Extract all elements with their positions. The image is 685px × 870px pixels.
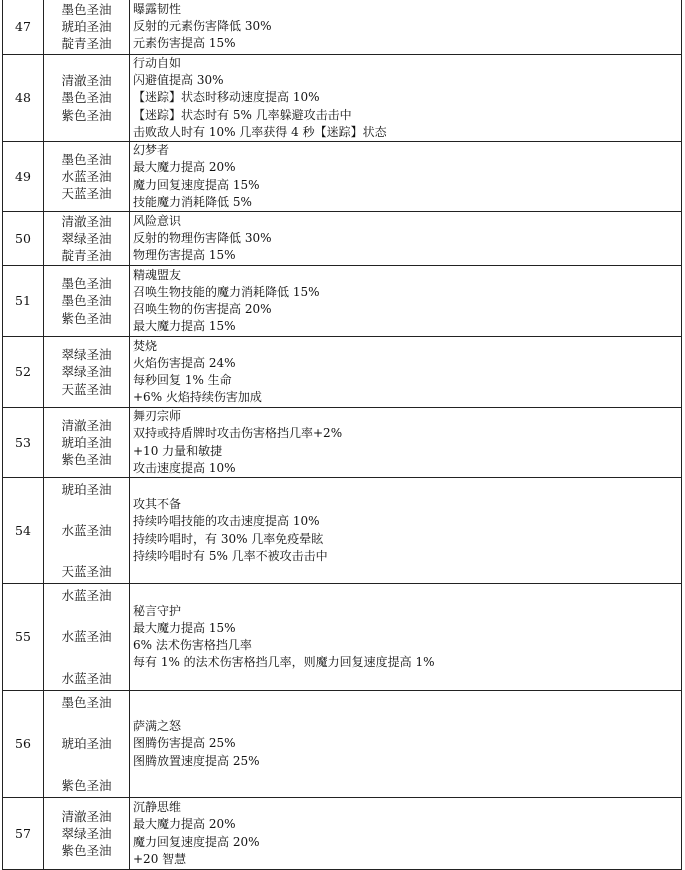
effect-line: +10 力量和敏捷 xyxy=(133,443,223,458)
effect-line: 【迷踪】状态时有 5% 几率躲避攻击击中 xyxy=(133,107,352,122)
anoint-table-body xyxy=(3,0,682,870)
oil-name: 墨色圣油 xyxy=(61,151,112,167)
effect-line: 最大魔力提高 15% xyxy=(133,620,236,635)
oil-combination xyxy=(44,212,130,266)
notable-description xyxy=(130,55,682,142)
effect-line: 技能魔力消耗降低 5% xyxy=(133,194,252,209)
row-number: 54 xyxy=(3,478,44,584)
notable-description xyxy=(130,142,682,212)
oil-name: 紫色圣油 xyxy=(61,843,112,859)
oil-name: 紫色圣油 xyxy=(61,778,112,794)
oil-name: 翠绿圣油 xyxy=(61,347,112,363)
oil-combination xyxy=(44,337,130,408)
effect-line: 反射的元素伤害降低 30% xyxy=(133,18,272,33)
notable-description xyxy=(130,0,682,55)
notable-description xyxy=(130,408,682,478)
oil-combination xyxy=(44,0,130,55)
effect-line: 双持或持盾牌时攻击伤害格挡几率+2% xyxy=(133,426,343,441)
oil-name: 紫色圣油 xyxy=(61,452,112,468)
oil-name: 翠绿圣油 xyxy=(61,825,112,841)
oil-name: 墨色圣油 xyxy=(61,90,112,106)
notable-name: 焚烧 xyxy=(133,338,158,353)
notable-name: 曝露韧性 xyxy=(133,1,182,16)
table-row xyxy=(3,691,682,798)
row-number: 52 xyxy=(3,337,44,408)
effect-line: 每有 1% 的法术伤害格挡几率，则魔力回复速度提高 1% xyxy=(133,655,435,670)
table-row xyxy=(3,0,682,55)
row-number: 56 xyxy=(3,691,44,798)
effect-line: 魔力回复速度提高 20% xyxy=(133,834,260,849)
effect-line: 击败敌人时有 10% 几率获得 4 秒【迷踪】状态 xyxy=(133,124,387,139)
notable-name: 沉静思维 xyxy=(133,800,182,815)
row-number: 57 xyxy=(3,798,44,870)
table-row xyxy=(3,478,682,584)
effect-line: 图腾伤害提高 25% xyxy=(133,736,236,751)
oil-name: 清澈圣油 xyxy=(61,417,112,433)
table-row xyxy=(3,408,682,478)
notable-name: 萨满之怒 xyxy=(133,719,182,734)
oil-name: 天蓝圣油 xyxy=(61,381,112,397)
effect-line: 最大魔力提高 20% xyxy=(133,817,236,832)
notable-description xyxy=(130,266,682,337)
oil-name: 清澈圣油 xyxy=(61,213,112,229)
oil-name: 琥珀圣油 xyxy=(61,434,112,450)
effect-line: 持续吟唱时有 5% 几率不被攻击击中 xyxy=(133,548,328,563)
effect-line: +6% 火焰持续伤害加成 xyxy=(133,390,262,405)
effect-line: 【迷踪】状态时移动速度提高 10% xyxy=(133,90,320,105)
oil-name: 清澈圣油 xyxy=(61,808,112,824)
oil-name: 清澈圣油 xyxy=(61,73,112,89)
notable-name: 攻其不备 xyxy=(133,497,182,512)
notable-description xyxy=(130,584,682,691)
table-row xyxy=(3,55,682,142)
oil-combination xyxy=(44,142,130,212)
notable-name: 精魂盟友 xyxy=(133,267,182,282)
oil-combination xyxy=(44,266,130,337)
effect-line: 物理伤害提高 15% xyxy=(133,248,236,263)
effect-line: 最大魔力提高 20% xyxy=(133,160,236,175)
notable-name: 舞刃宗师 xyxy=(133,409,182,424)
notable-name: 幻梦者 xyxy=(133,143,170,158)
oil-combination xyxy=(44,55,130,142)
table-row xyxy=(3,266,682,337)
notable-description xyxy=(130,337,682,408)
effect-line: 反射的物理伤害降低 30% xyxy=(133,230,272,245)
effect-line: 闪避值提高 30% xyxy=(133,73,224,88)
oil-name: 翠绿圣油 xyxy=(61,230,112,246)
oil-name: 墨色圣油 xyxy=(61,276,112,292)
effect-line: 图腾放置速度提高 25% xyxy=(133,753,260,768)
effect-line: 6% 法术伤害格挡几率 xyxy=(133,638,252,653)
table-row xyxy=(3,337,682,408)
oil-combination xyxy=(44,478,130,584)
notable-description xyxy=(130,212,682,266)
oil-name: 天蓝圣油 xyxy=(61,564,112,580)
effect-line: 最大魔力提高 15% xyxy=(133,319,236,334)
oil-name: 琥珀圣油 xyxy=(61,736,112,752)
oil-name: 琥珀圣油 xyxy=(61,481,112,497)
effect-line: 召唤生物的伤害提高 20% xyxy=(133,302,272,317)
oil-name: 墨色圣油 xyxy=(61,293,112,309)
row-number: 53 xyxy=(3,408,44,478)
oil-name: 墨色圣油 xyxy=(61,1,112,17)
oil-name: 琥珀圣油 xyxy=(61,18,112,34)
oil-name: 水蓝圣油 xyxy=(61,629,112,645)
row-number: 49 xyxy=(3,142,44,212)
oil-combination xyxy=(44,584,130,691)
oil-name: 水蓝圣油 xyxy=(61,168,112,184)
oil-name: 紫色圣油 xyxy=(61,310,112,326)
effect-line: +20 智慧 xyxy=(133,851,187,866)
effect-line: 元素伤害提高 15% xyxy=(133,36,236,51)
table-row xyxy=(3,142,682,212)
row-number: 48 xyxy=(3,55,44,142)
row-number: 47 xyxy=(3,0,44,55)
notable-description xyxy=(130,798,682,870)
oil-name: 天蓝圣油 xyxy=(61,186,112,202)
oil-combination xyxy=(44,408,130,478)
oil-name: 紫色圣油 xyxy=(61,107,112,123)
oil-name: 水蓝圣油 xyxy=(61,522,112,538)
notable-name: 风险意识 xyxy=(133,213,182,228)
effect-line: 持续吟唱时，有 30% 几率免疫晕眩 xyxy=(133,531,324,546)
row-number: 55 xyxy=(3,584,44,691)
notable-description xyxy=(130,478,682,584)
effect-line: 召唤生物技能的魔力消耗降低 15% xyxy=(133,284,320,299)
oil-name: 水蓝圣油 xyxy=(61,587,112,603)
effect-line: 攻击速度提高 10% xyxy=(133,460,236,475)
table-row xyxy=(3,212,682,266)
oil-combination xyxy=(44,798,130,870)
notable-description xyxy=(130,691,682,798)
table-row xyxy=(3,584,682,691)
effect-line: 持续吟唱技能的攻击速度提高 10% xyxy=(133,514,320,529)
table-row xyxy=(3,798,682,870)
row-number: 51 xyxy=(3,266,44,337)
effect-line: 火焰伤害提高 24% xyxy=(133,355,236,370)
oil-name: 翠绿圣油 xyxy=(61,364,112,380)
oil-name: 靛青圣油 xyxy=(61,248,112,264)
oil-combination xyxy=(44,691,130,798)
effect-line: 每秒回复 1% 生命 xyxy=(133,373,232,388)
oil-name: 水蓝圣油 xyxy=(61,671,112,687)
notable-name: 秘言守护 xyxy=(133,603,182,618)
anoint-table xyxy=(2,0,682,870)
oil-name: 靛青圣油 xyxy=(61,36,112,52)
notable-name: 行动自如 xyxy=(133,56,182,70)
oil-name: 墨色圣油 xyxy=(61,694,112,710)
row-number: 50 xyxy=(3,212,44,266)
effect-line: 魔力回复速度提高 15% xyxy=(133,177,260,192)
